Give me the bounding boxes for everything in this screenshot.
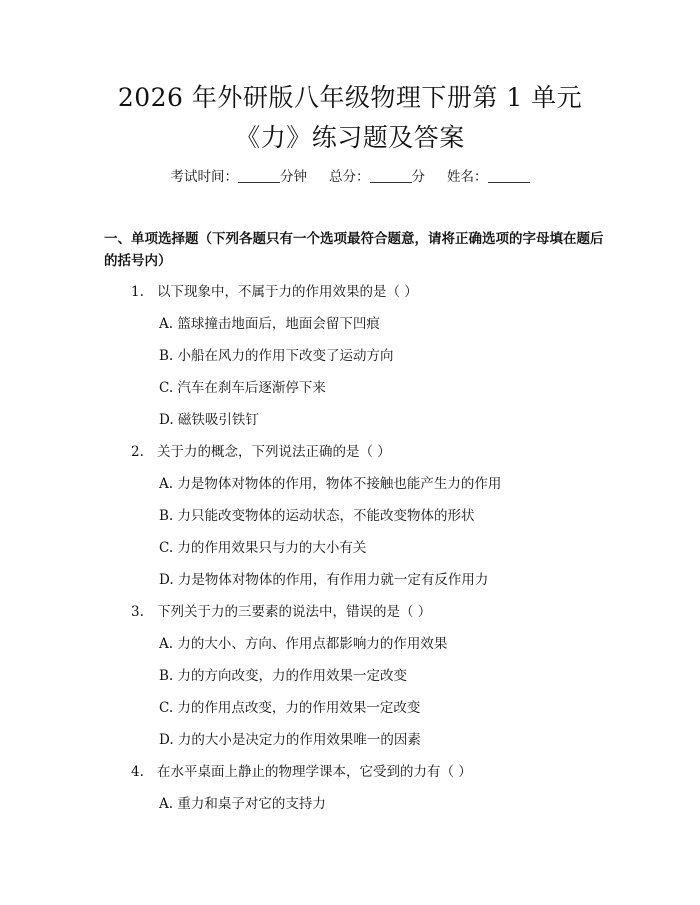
q1-option-b: B. 小船在风力的作用下改变了运动方向 [159, 348, 394, 364]
q3-option-a: A. 力的大小、方向、作用点都影响力的作用效果 [159, 636, 448, 652]
document-title-line-1: 2026 年外研版八年级物理下册第 1 单元 [117, 83, 583, 112]
student-name-blank [488, 168, 530, 183]
total-score-label: 总分： [329, 169, 370, 185]
question-text: 在水平桌面上静止的物理学课本，它受到的力有（ ） [157, 764, 472, 780]
question-text: 关于力的概念，下列说法正确的是（ ） [157, 444, 391, 460]
question-number: 1. [131, 284, 144, 300]
exam-time-unit: 分钟 [280, 169, 307, 185]
question-text: 以下现象中，不属于力的作用效果的是（ ） [157, 284, 418, 300]
q3-option-c: C. 力的作用点改变，力的作用效果一定改变 [159, 700, 421, 716]
question-3 [131, 602, 431, 622]
section-heading: 一、单项选择题（下列各题只有一个选项最符合题意，请将正确选项的字母填在题后的括号内） [104, 231, 604, 269]
question-1 [131, 282, 418, 302]
question-text: 下列关于力的三要素的说法中，错误的是（ ） [157, 604, 432, 620]
total-score-blank [370, 168, 412, 183]
total-score-unit: 分 [411, 169, 425, 185]
q3-option-d: D. 力的大小是决定力的作用效果唯一的因素 [159, 732, 421, 748]
question-number: 3. [131, 604, 144, 620]
q3-option-b: B. 力的方向改变，力的作用效果一定改变 [159, 668, 408, 684]
q2-option-b: B. 力只能改变物体的运动状态，不能改变物体的形状 [159, 508, 475, 524]
q2-option-c: C. 力的作用效果只与力的大小有关 [159, 540, 367, 556]
q1-option-a: A. 篮球撞击地面后，地面会留下凹痕 [159, 316, 380, 332]
q1-option-c: C. 汽车在刹车后逐渐停下来 [159, 380, 326, 396]
q1-option-d: D. 磁铁吸引铁钉 [159, 412, 259, 428]
document-title-line-2: 《力》练习题及答案 [235, 123, 465, 152]
question-number: 2. [131, 444, 144, 460]
exam-time-blank [238, 168, 280, 183]
exam-info-line [0, 167, 700, 187]
exam-time-label: 考试时间： [170, 169, 238, 185]
q2-option-a: A. 力是物体对物体的作用，物体不接触也能产生力的作用 [159, 476, 502, 492]
question-number: 4. [131, 764, 144, 780]
question-2 [131, 442, 391, 462]
q4-option-a: A. 重力和桌子对它的支持力 [159, 796, 326, 812]
student-name-label: 姓名： [447, 169, 488, 185]
q2-option-d: D. 力是物体对物体的作用，有作用力就一定有反作用力 [159, 572, 489, 588]
question-4 [131, 762, 472, 782]
